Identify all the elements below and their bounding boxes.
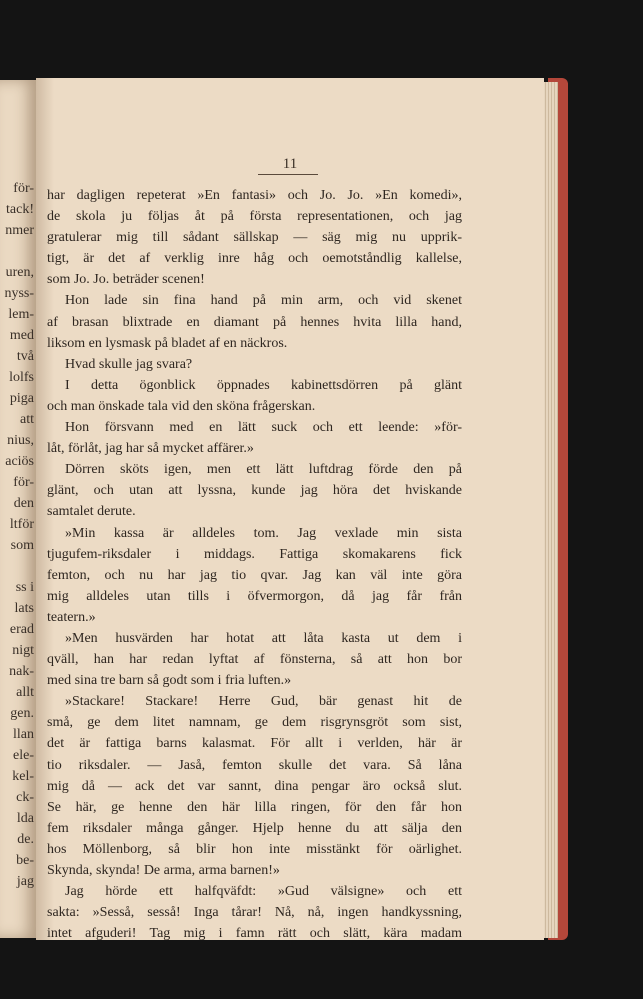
left-page-fragment: uren, xyxy=(5,265,34,280)
text-line: tigt, är det af verklig inre håg och oemotståndlig kallelse, xyxy=(47,251,462,267)
left-page-fragment: ele- xyxy=(13,748,34,763)
right-page xyxy=(36,78,544,940)
left-page-fragment: kel- xyxy=(12,769,34,784)
body-text xyxy=(47,185,462,944)
text-line: femton, och nu har jag tio qvar. Jag kan väl inte göra xyxy=(47,567,462,583)
left-page-fragment: två xyxy=(16,349,34,364)
left-page-fragment: nak- xyxy=(9,664,34,679)
left-page-fragment: ss i xyxy=(15,580,34,595)
text-line: qväll, han har redan lyftat af fönsterna, så att hon bor xyxy=(47,652,462,668)
text-line: de skola ju följas åt på första representationen, och jag xyxy=(47,209,462,225)
left-page-fragment: erad xyxy=(9,622,34,637)
left-page xyxy=(0,80,38,938)
left-page-fragment: lats xyxy=(14,601,34,616)
left-page-fragment: ltför xyxy=(9,517,34,532)
left-page-fragment: tack! xyxy=(6,202,34,217)
left-page-fragment: llan xyxy=(13,727,34,742)
text-line: Se här, ge henne den här lilla ringen, för den får hon xyxy=(47,799,462,815)
left-page-fragment: gen. xyxy=(10,706,34,721)
text-line: Hon försvann med en lätt suck och ett leende: »för- xyxy=(65,420,462,436)
text-line: tio riksdaler. — Jaså, femton skulle det vara. Så låna xyxy=(47,757,462,773)
text-line: Skynda, skynda! De arma, arma barnen!» xyxy=(47,863,280,878)
left-page-fragment: be- xyxy=(16,853,34,868)
left-page-fragment: lem- xyxy=(8,307,34,322)
left-page-fragment: för- xyxy=(13,475,34,490)
left-page-fragment: de. xyxy=(17,832,34,847)
text-line: sakta: »Sesså, sesså! Inga tårar! Nå, nå, ingen handkyssning, xyxy=(47,905,462,921)
text-line: Hon lade sin fina hand på min arm, och vid skenet xyxy=(65,293,462,309)
left-page-fragment: lolfs xyxy=(9,370,34,385)
text-line: samtalet derute. xyxy=(47,504,136,520)
text-line: Dörren sköts igen, men ett lätt luftdrag förde den på xyxy=(65,462,462,478)
text-line: låt, förlåt, jag har så mycket affärer.» xyxy=(47,441,254,457)
left-page-fragment: jag xyxy=(16,874,34,889)
text-line: har dagligen repeterat »En fantasi» och Jo. Jo. »En komedi», xyxy=(47,188,462,203)
left-page-fragment: piga xyxy=(9,391,34,406)
text-line: Jag hörde ett halfqväfdt: »Gud välsigne» och ett xyxy=(65,884,462,900)
text-line: tjugufem-riksdaler i middags. Fattiga skomakarens fick xyxy=(47,546,462,562)
left-page-fragment: som xyxy=(10,538,34,553)
text-line: liksom en lysmask på bladet af en näckros. xyxy=(47,335,288,351)
text-line: och man önskade tala vid den sköna frågerskan. xyxy=(47,398,316,414)
left-page-fragment: aciös xyxy=(5,454,34,469)
left-page-fragment: nmer xyxy=(5,223,34,238)
left-page-fragment: med xyxy=(9,328,34,343)
page-number-rule xyxy=(258,174,318,175)
text-line: som Jo. Jo. beträder scenen! xyxy=(47,272,205,288)
text-line: fem riksdaler många gånger. Hjelp henne du att sälja den xyxy=(47,820,462,836)
text-line: I detta ögonblick öppnades kabinettsdörren på glänt xyxy=(65,377,462,393)
text-line: glänt, och utan att lyssna, kunde jag höra det hviskande xyxy=(47,483,462,499)
text-line: teatern.» xyxy=(47,609,96,625)
text-line: »Men husvärden har hotat att låta kasta ut dem i xyxy=(65,630,462,646)
left-page-fragment: för- xyxy=(13,181,34,196)
left-page-fragment: nius, xyxy=(7,433,34,448)
left-page-fragment: nigt xyxy=(12,643,34,658)
text-line: små, ge dem litet namnam, ge dem risgrynsgröt som sist, xyxy=(47,715,462,731)
left-page-fragment: allt xyxy=(16,685,34,700)
text-line: af brasan blixtrade en diamant på hennes hvita lilla hand, xyxy=(47,314,462,330)
text-line: »Stackare! Stackare! Herre Gud, bär genast hit de xyxy=(65,694,462,710)
text-line: hos Möllenborg, så blir hon inte misstänkt för oärlighet. xyxy=(47,841,462,857)
text-line: Hvad skulle jag svara? xyxy=(65,356,193,372)
text-line: »Min kassa är alldeles tom. Jag vexlade min sista xyxy=(65,525,462,541)
text-line: gratulerar mig till sådant sällskap — säg mig nu upprik- xyxy=(47,230,462,246)
text-line: intet afguderi! Tag mig i famn rätt och slätt, kära madam xyxy=(47,926,462,942)
text-line: mig då — ack det var sannt, dina pengar äro också slut. xyxy=(47,778,462,794)
left-page-fragment: att xyxy=(20,412,34,427)
left-page-fragment: ck- xyxy=(16,790,34,805)
text-line: det är fattiga barns kalasmat. För allt i verlden, här är xyxy=(47,736,462,752)
text-line: med sina tre barn så godt som i fria luften.» xyxy=(47,673,292,689)
text-line: mig alldeles utan tills i öfvermorgon, då jag får från xyxy=(47,588,462,604)
left-page-fragment: den xyxy=(13,496,34,511)
left-page-fragment: nyss- xyxy=(4,286,34,301)
page-number: 11 xyxy=(282,156,298,172)
left-page-fragment: lda xyxy=(16,811,34,826)
